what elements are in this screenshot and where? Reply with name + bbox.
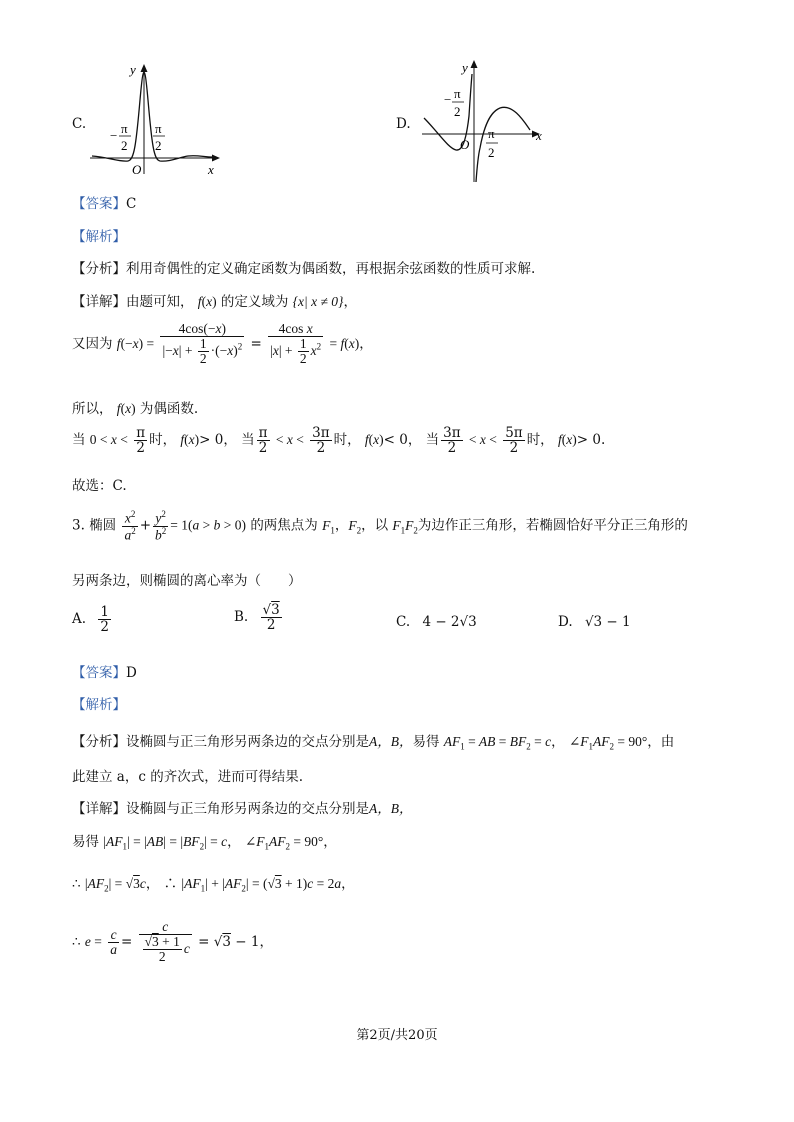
q3-yide: 易得 [72, 834, 99, 850]
q2-dang-2: 当 [241, 432, 255, 449]
q2-detail-intro: 由题可知， [126, 294, 194, 310]
q2-dang-1: 当 [72, 432, 86, 449]
page-footer: 第2页/共20页 [356, 1028, 438, 1043]
q2-fx: f(x) [197, 294, 217, 309]
q2-gt0-2: > 0 [576, 432, 601, 449]
q2-fenxi-tag: 【分析】 [72, 261, 126, 277]
q3-option-a-label: A. [72, 611, 87, 628]
graph-c-pos-pi: π [155, 121, 162, 136]
q2-answer-tag: 【答案】 [72, 196, 126, 212]
q3-stem-2: 的两焦点为 [250, 517, 318, 534]
q2-eq-frac2: 4cos x |x| + $\frac{1}{2}$ $x^2$ [270, 321, 322, 367]
q3-option-d [558, 614, 631, 630]
q3-option-b: B. $\frac{√3}{2}$ [234, 602, 280, 634]
graph-d-origin-label: O [460, 137, 470, 152]
q3-fenxi-1: 设椭圆与正三角形另两条边的交点分别是 [126, 734, 369, 750]
q3-fenxi-line2: 此建立 a，c 的齐次式，进而可得结果. [72, 769, 303, 785]
q3-fenxi-tag: 【分析】 [72, 734, 126, 750]
graph-c [88, 60, 226, 180]
graph-d [418, 56, 548, 184]
q3-therefore-3: ∴ [72, 933, 81, 950]
graph-d-curve-right [476, 107, 530, 182]
q3-analysis-tag: 【解析】 [72, 697, 126, 713]
q2-eq-lhs: f(−x) = [116, 335, 155, 351]
q2-guxuan: 故选：C. [72, 478, 127, 494]
graph-d-pos-two: 2 [488, 145, 495, 160]
q3-option-d-value: √3 − 1 [584, 614, 631, 630]
q2-answer-value: C [126, 196, 137, 212]
q2-fenxi-text: 利用奇偶性的定义确定函数为偶函数，再根据余弦函数的性质可求解. [126, 261, 536, 277]
q3-detail-tag: 【详解】 [72, 801, 126, 817]
graph-d-neg-sign: − [444, 92, 452, 107]
q3-detail-1: 设椭圆与正三角形另两条边的交点分别是 [126, 801, 369, 817]
option-d-label: D. [396, 116, 411, 132]
graph-c-neg-two: 2 [121, 138, 128, 153]
graph-d-neg-pi: π [454, 86, 461, 101]
q3-option-c-label: C. [396, 614, 411, 630]
graph-c-pos-two: 2 [155, 138, 162, 153]
q2-detail-tag: 【详解】 [72, 294, 126, 310]
option-c-label: C. [72, 116, 87, 132]
q2-comma: ， [343, 294, 357, 310]
q3-therefore-line2: ∴ e = $\frac{c}{a}$ = c $\frac{√3 + 1}{2}$ c = √3 − 1， [72, 919, 273, 965]
q3-therefore-1: ∴ [72, 876, 81, 892]
q3-stem-1: 椭圆 [89, 517, 117, 534]
q3-therefore-2: ∴ [163, 876, 178, 892]
q2-youyin: 又因为 [72, 335, 113, 352]
graph-c-y-label: y [130, 62, 136, 77]
q2-suoyi-line [72, 397, 198, 417]
q2-even-equation: 又因为 f(−x) = 4cos(−x) |−x| + $\frac{1}{2}$ $\cdot(-x)^2$ = 4cos x |x| + $\frac{1}{2}$ $x^2$ = f(x)， [72, 321, 373, 367]
q3-stem-line2: 另两条边，则椭圆的离心率为（ ） [72, 573, 302, 589]
q3-fenxi-line1: 【分析】设椭圆与正三角形另两条边的交点分别是A，B，易得 $AF_1$ = AB = $BF_2 = c$， $\angle F_1AF_2 = 90^\circ$，由 [72, 734, 675, 752]
q3-option-a: A. $\frac{1}{2}$ [72, 604, 109, 636]
q3-answer-tag: 【答案】 [72, 665, 126, 681]
q2-domain-set: {x| x ≠ 0} [292, 294, 344, 309]
q2-fenxi-line [72, 257, 535, 277]
q3-therefore-line1: ∴ $|AF_2| = √3c$， ∴ $|AF_1| + |AF_2| = (√3 + 1)c = 2a$， [72, 876, 355, 894]
q2-suoyi: 所以， [72, 401, 113, 417]
q3-fenxi-2: 易得 [412, 734, 440, 750]
q3-fenxi-ab: A，B， [369, 734, 413, 749]
q3-number: 3. [72, 517, 85, 534]
graph-d-y-label: y [462, 60, 468, 75]
q3-detail-ab: A，B， [369, 801, 413, 816]
q3-easy-line: 易得 $|AF_1| = |AB| = |BF_2| = c$， $\angle F_1AF_2 = 90^\circ$， [72, 834, 337, 852]
q2-shi-3: 时， [526, 432, 554, 449]
graph-c-x-label: x [208, 162, 214, 177]
q2-gt0-1: > 0 [199, 432, 224, 449]
q2-analysis-tag: 【解析】 [72, 229, 126, 245]
q2-lt0: < 0 [383, 432, 408, 449]
q2-shi-1: 时， [149, 432, 177, 449]
q2-fx2: f(x) [116, 401, 136, 416]
q3-detail-line [72, 797, 413, 817]
graph-c-x-arrow [212, 155, 220, 162]
q3-option-c-value: 4 − 2√3 [422, 614, 477, 630]
graph-c-neg-pi: π [121, 121, 128, 136]
q3-fenxi-3: ， [551, 734, 565, 750]
q2-shi-2: 时， [333, 432, 361, 449]
q3-answer-value: D [126, 665, 137, 681]
q3-stem-line1: 3. 椭圆 $\frac{x^2}{a^2}$ + $\frac{y^2}{b^2}$ = 1(a > b > 0) 的两焦点为 $F_1$，$F_2$，以 $F_1F_2$为边作正三角形，若椭圆恰好平分正三角形的 [72, 509, 688, 543]
graph-c-origin-label: O [132, 162, 142, 177]
q2-dang-3: 当 [425, 432, 440, 449]
graph-d-neg-two: 2 [454, 104, 461, 119]
q3-option-d-label: D. [558, 614, 573, 630]
q2-period: . [600, 432, 606, 449]
q2-even: 为偶函数. [139, 401, 199, 417]
q2-detail-line [72, 290, 357, 310]
q2-interval-line: 当 0 < x < $\frac{\pi}{2}$ 时， f(x)> 0， 当 $\frac{\pi}{2}$ < x < $\frac{3\pi}{2}$ 时， f(x)< 0， 当 $\frac{3\pi}{2}$ < x < $\frac{5\pi}{2}$ 时， f(x)> 0. [72, 425, 606, 457]
graph-c-y-arrow [141, 64, 148, 72]
q2-answer-line [72, 192, 136, 212]
graph-d-y-arrow [471, 60, 478, 68]
graph-d-pos-pi: π [488, 126, 495, 141]
q3-option-b-label: B. [234, 609, 249, 626]
q3-stem-4: 为边作正三角形，若椭圆恰好平分正三角形的 [417, 517, 688, 534]
q3-option-c [396, 614, 477, 630]
q2-eq-frac1: 4cos(−x) |−x| + $\frac{1}{2}$ $\cdot(-x)^2$ [162, 321, 243, 367]
graph-c-curve [92, 72, 212, 161]
q3-stem-3: ，以 [361, 517, 389, 534]
graph-c-neg-sign: − [110, 128, 118, 143]
q3-fenxi-4: ，由 [647, 734, 675, 750]
q2-domain-text: 的定义域为 [220, 294, 289, 310]
q3-answer-line [72, 661, 137, 681]
graph-d-x-label: x [536, 128, 542, 143]
